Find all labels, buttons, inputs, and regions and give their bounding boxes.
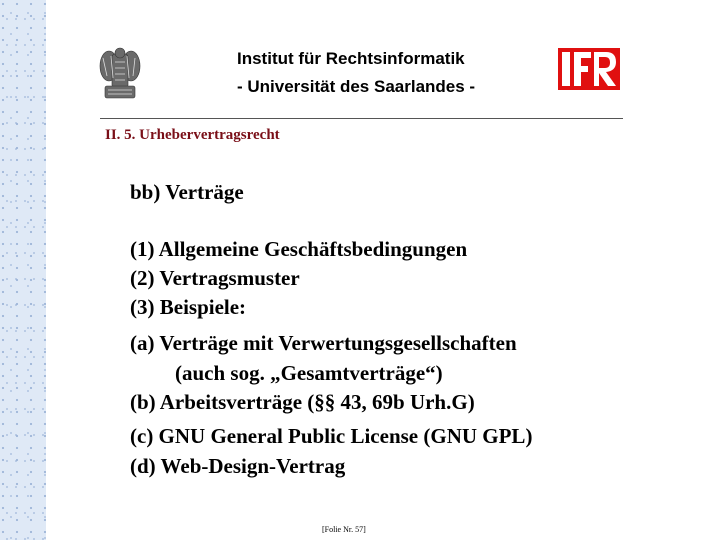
list-item: (2) Vertragsmuster <box>130 266 300 290</box>
ifr-logo <box>558 48 620 90</box>
slide-subtitle: bb) Verträge <box>130 180 244 204</box>
list-item: (d) Web-Design-Vertrag <box>130 454 346 478</box>
section-title: II. 5. Urhebervertragsrecht <box>105 127 280 143</box>
header-divider <box>100 118 623 119</box>
list-item: (1) Allgemeine Geschäftsbedingungen <box>130 237 468 261</box>
list-item: (auch sog. „Gesamtverträge“) <box>175 361 443 385</box>
list-item: (b) Arbeitsverträge (§§ 43, 69b Urh.G) <box>130 390 475 414</box>
list-item: (3) Beispiele: <box>130 295 247 319</box>
university-name: - Universität des Saarlandes - <box>237 77 476 96</box>
decorative-side-stripe <box>0 0 46 540</box>
slide-number: [Folie Nr. 57] <box>322 525 366 534</box>
list-item: (a) Verträge mit Verwertungsgesellschaften <box>130 331 517 355</box>
institute-name: Institut für Rechtsinformatik <box>237 49 465 68</box>
list-item: (c) GNU General Public License (GNU GPL) <box>130 424 533 448</box>
university-crest-icon <box>97 46 143 102</box>
